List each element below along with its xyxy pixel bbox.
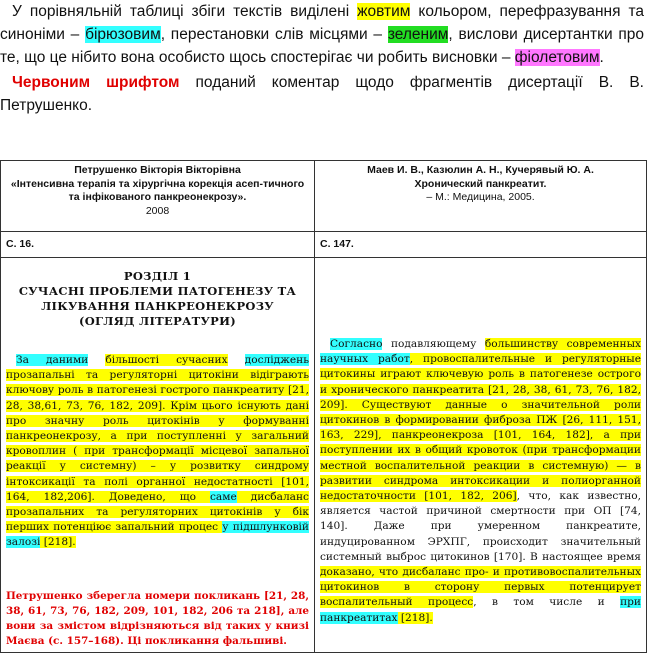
dissertation-segment: Крім цього існують дані про значну роль цитокінів у формуванні панкреонекрозу, а при поступленні у загальний кровоплин ( при трансформації місцевої запальної реакції у системну) – у розвитку синдрому інтоксикації та полі органної недостатності [101, 164, 182,206]. Доведено, що [6,399,309,503]
left-year: 2008 [145,204,170,217]
dissertation-segment: досліджень [244,354,309,366]
dissertation-segment: дисбаланс прозапальних та регуляторних цитокінів у бік перших потенціює запальний процес [6,490,309,534]
source-segment: [218]. [397,611,433,624]
right-title: Хронический панкреатит. [414,177,547,190]
left-author: Петрушенко Вікторія Вікторівна [74,164,241,176]
legend-segment: , перестановки слів місцями – [160,26,388,43]
legend-segment: жовтим [357,3,411,20]
source-segment: при панкреатитах [320,596,641,624]
comment-note-text: поданий коментар щодо фрагментів дисертації В. В. Петрушенко. [0,74,644,114]
legend-segment: фіолетовим [514,49,600,66]
right-content-cell [315,258,647,653]
legend-segment: У порівняльній таблиці збіги текстів виділені [12,3,358,20]
dissertation-fragment [6,353,309,551]
right-source-header [315,161,647,232]
comment-note-paragraph [0,71,648,117]
legend-segment: . [599,49,604,66]
right-authors: Маев И. В., Казюлин А. Н., Кучерявый Ю. А. [367,164,594,176]
chapter-title-line-1: СУЧАСНІ ПРОБЛЕМИ ПАТОГЕНЕЗУ ТА [18,284,297,298]
legend-segment: зеленим [387,26,449,43]
source-segment: , провоспалительные и регуляторные цитокины играют ключевую роль в патогенезе острого и хронического панкреатита [21, 28, 38, 61, 73, 76, 182, 209]. Существуют данные о значительной роли цитокинов в формировании фиброза ПЖ [26, 111, 151, 163, 229], панкреонекроза [101, 164, 182], а при поступлении их в общий кровоток (при трансформации местной воспалительной реакции в системную) — в развитии синдрома интоксикации и полиорганной недостаточности [101, 182, 206] [320,353,641,503]
left-source-header [1,161,315,232]
red-font-label: Червоним шрифтом [12,74,180,91]
chapter-heading [6,269,309,329]
legend-segment: , вислови дисертантки про те, що це нібито вона особисто щось спостерігає чи робить висновки – [0,26,644,66]
dissertation-segment: саме [209,490,237,503]
chapter-subtitle: (ОГЛЯД ЛІТЕРАТУРИ) [78,314,237,328]
right-publisher: – М.: Медицина, 2005. [426,191,535,203]
source-segment: доказано, что дисбаланс про- и противовоспалительных цитокинов в сторону первых потенцирует воспалительный процесс [320,566,641,609]
legend-paragraph [0,0,648,69]
dissertation-segment: більшості сучасних [105,354,228,366]
source-segment: , в том числе и [473,596,621,609]
dissertation-segment: у підшлунковій залозі [6,521,309,549]
comparison-table [0,160,647,653]
legend-segment: бірюзовим [85,26,161,43]
dissertation-segment: прозапальні та регуляторні цитокіни відіграють ключову роль в патогенезі гострого панкреатиту [21, 28, 38,61, 73, 76, 182, 209]. [6,369,309,412]
intro-text [0,0,648,117]
source-segment: большинству современных [484,338,641,350]
legend-segment: кольором, перефразування та синоніми – [0,3,645,43]
source-fragment [320,337,641,626]
left-content-cell [1,258,315,653]
right-page-number: С. 147. [315,232,647,258]
source-segment: научных работ [320,353,410,366]
source-segment: , что, как известно, является частой причиной смертности при ОП [74, 140]. Даже при умеренном панкреатите, индуцированном ЭРХПГ, происходит значительный системный выброс цитокинов [170]. В настоящее время [320,490,642,563]
source-segment: подавляющему [382,338,485,350]
left-page-number: С. 16. [1,232,315,258]
left-title: «Інтенсивна терапія та хірургічна корекція асеп-тичного та інфікованого панкреонекрозу». [10,177,305,203]
content-row [1,258,647,653]
dissertation-segment [88,354,105,366]
source-segment: Согласно [330,338,383,350]
chapter-title-line-2: ЛІКУВАННЯ ПАНКРЕОНЕКРОЗУ [41,299,274,313]
chapter-number: РОЗДІЛ 1 [123,269,192,283]
dissertation-segment [228,354,245,366]
dissertation-segment: [218]. [40,536,76,549]
dissertation-segment: За даними [16,354,89,366]
red-comment: Петрушенко зберегла номери покликань [21, 28, 38, 61, 73, 76, 182, 209, 101, 182, 206 та 218], але вони за змістом відрізняються від таких у книзі Маєва (с. 157–168). Ці покликання фальшиві. [6,589,309,647]
header-row [1,161,647,232]
page-row [1,232,647,258]
